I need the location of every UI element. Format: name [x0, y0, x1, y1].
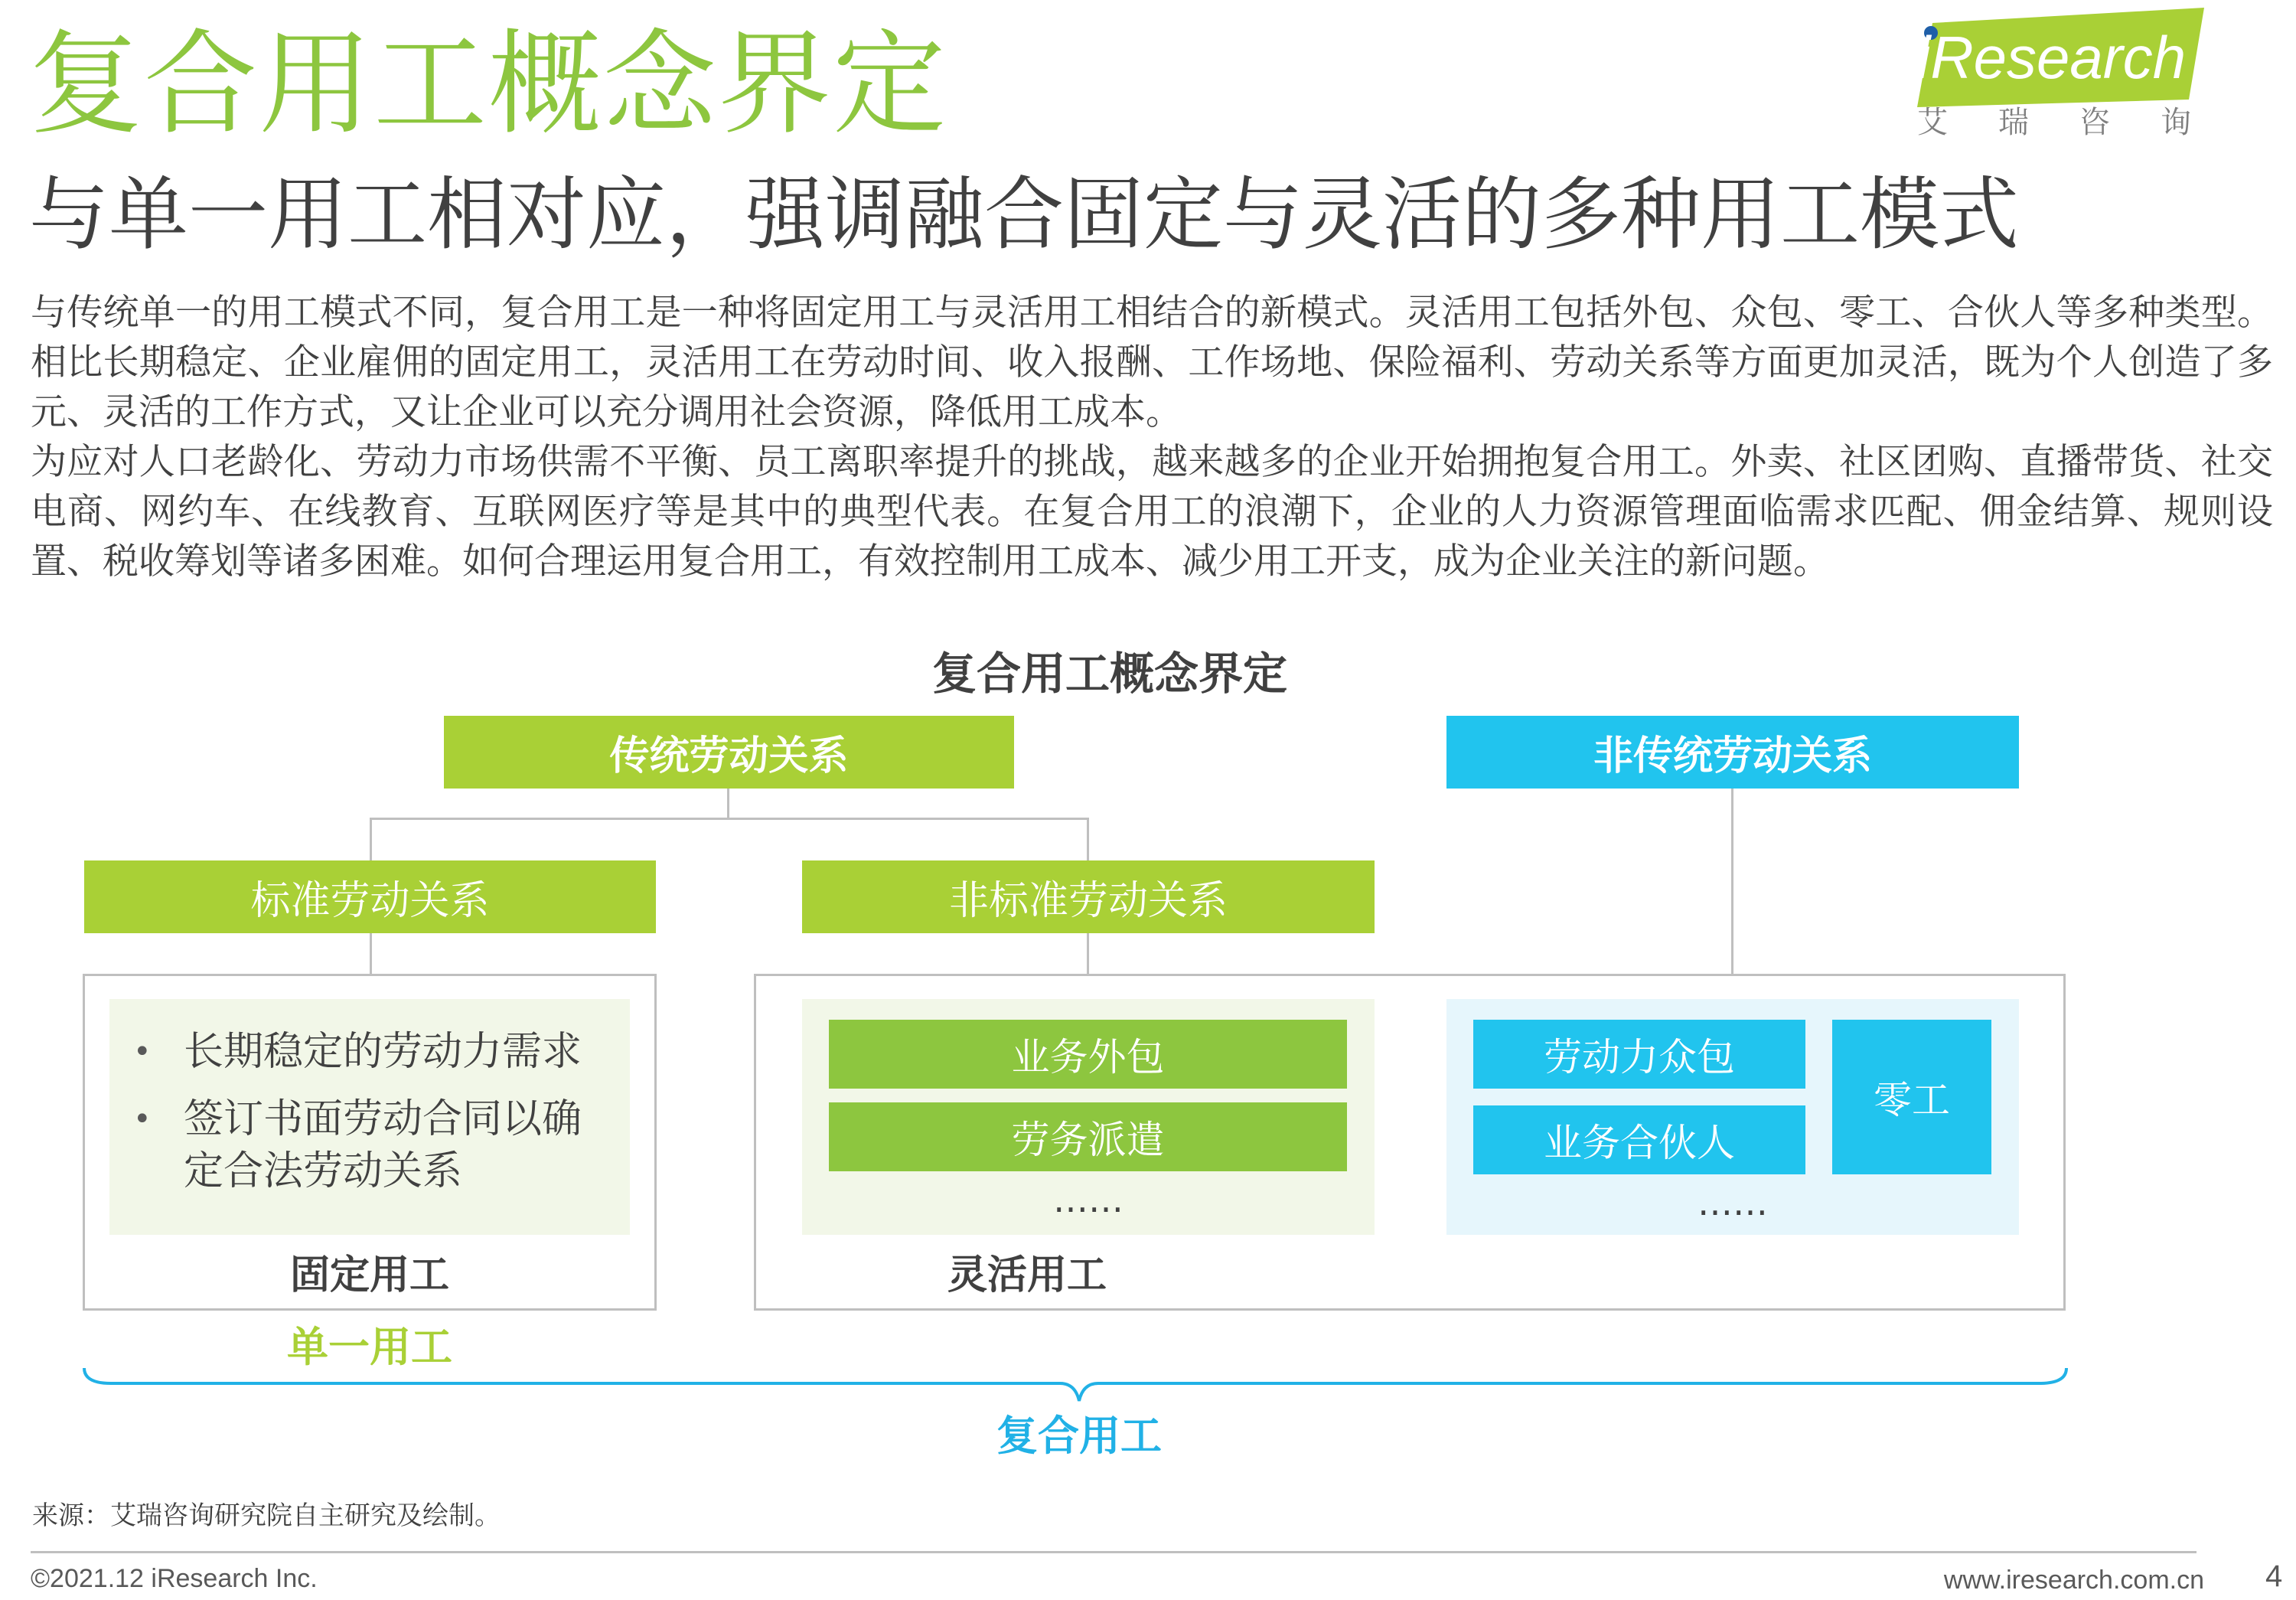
business-partner-box: 业务合伙人	[1473, 1105, 1805, 1174]
intro-paragraph-2: 为应对人口老龄化、劳动力市场供需不平衡、员工离职率提升的挑战，越来越多的企业开始拥抱复合用工。外卖、社区团购、直播带货、社交电商、网约车、在线教育、互联网医疗等是其中的典型代表。在复合用工的浪潮下，企业的人力资源管理面临需求匹配、佣金结算、规则设置、税收筹划等诸多困难。如何合理运用复合用工，有效控制用工成本、减少用工开支，成为企业关注的新问题。	[31, 441, 2273, 583]
intro-paragraph-1: 与传统单一的用工模式不同，复合用工是一种将固定用工与灵活用工相结合的新模式。灵活用工包括外包、众包、零工、合伙人等多种类型。相比长期稳定、企业雇佣的固定用工，灵活用工在劳动时间、收入报酬、工作场地、保险福利、劳动关系等方面更加灵活，既为个人创造了多元、灵活的工作方式，又让企业可以充分调用社会资源，降低用工成本。	[31, 292, 2273, 433]
composite-brace	[80, 1367, 2070, 1412]
connector-line	[370, 932, 372, 975]
copyright: ©2021.12 iResearch Inc.	[31, 1564, 318, 1593]
non-standard-labor-box: 非标准劳动关系	[802, 860, 1375, 933]
labor-dispatch-box: 劳务派遣	[829, 1102, 1347, 1171]
connector-line	[1087, 932, 1089, 975]
diagram-title: 复合用工概念界定	[931, 648, 1287, 700]
page-subtitle: 与单一用工相对应，强调融合固定与灵活的多种用工模式	[29, 168, 2020, 261]
traditional-labor-header: 传统劳动关系	[444, 716, 1014, 789]
non-traditional-labor-header: 非传统劳动关系	[1446, 716, 2019, 789]
connector-line	[370, 818, 372, 860]
labor-crowdsourcing-box: 劳动力众包	[1473, 1020, 1805, 1089]
fixed-employment-label: 固定用工	[289, 1252, 449, 1298]
page-number: 4	[2265, 1559, 2283, 1593]
more-items-ellipsis: ……	[1053, 1179, 1124, 1220]
page-title: 复合用工概念界定	[29, 18, 947, 150]
composite-employment-label: 复合用工	[996, 1412, 1162, 1460]
bullet-item: • 长期稳定的劳动力需求	[130, 1026, 620, 1078]
footer-divider	[31, 1551, 2197, 1553]
bullet-item: • 签订书面劳动合同以确定合法劳动关系	[130, 1093, 620, 1197]
business-outsourcing-box: 业务外包	[829, 1020, 1347, 1089]
intro-text	[31, 288, 2273, 586]
connector-line	[370, 818, 1089, 820]
connector-line	[1731, 789, 1733, 975]
single-employment-label: 单一用工	[287, 1323, 452, 1371]
gig-work-box: 零工	[1832, 1020, 1991, 1174]
fixed-employment-bullets	[130, 1026, 620, 1213]
website-link[interactable]: www.iresearch.com.cn	[1943, 1566, 2204, 1595]
flexible-employment-label: 灵活用工	[947, 1252, 1107, 1298]
logo-wordmark: iResearch	[1917, 24, 2187, 91]
source-note: 来源：艾瑞咨询研究院自主研究及绘制。	[32, 1500, 501, 1531]
more-items-ellipsis: ……	[1698, 1182, 1768, 1223]
logo-chinese-name: 艾瑞咨询	[1917, 105, 2242, 140]
connector-line	[1087, 818, 1089, 860]
connector-line	[727, 789, 729, 819]
standard-labor-box: 标准劳动关系	[84, 860, 656, 933]
